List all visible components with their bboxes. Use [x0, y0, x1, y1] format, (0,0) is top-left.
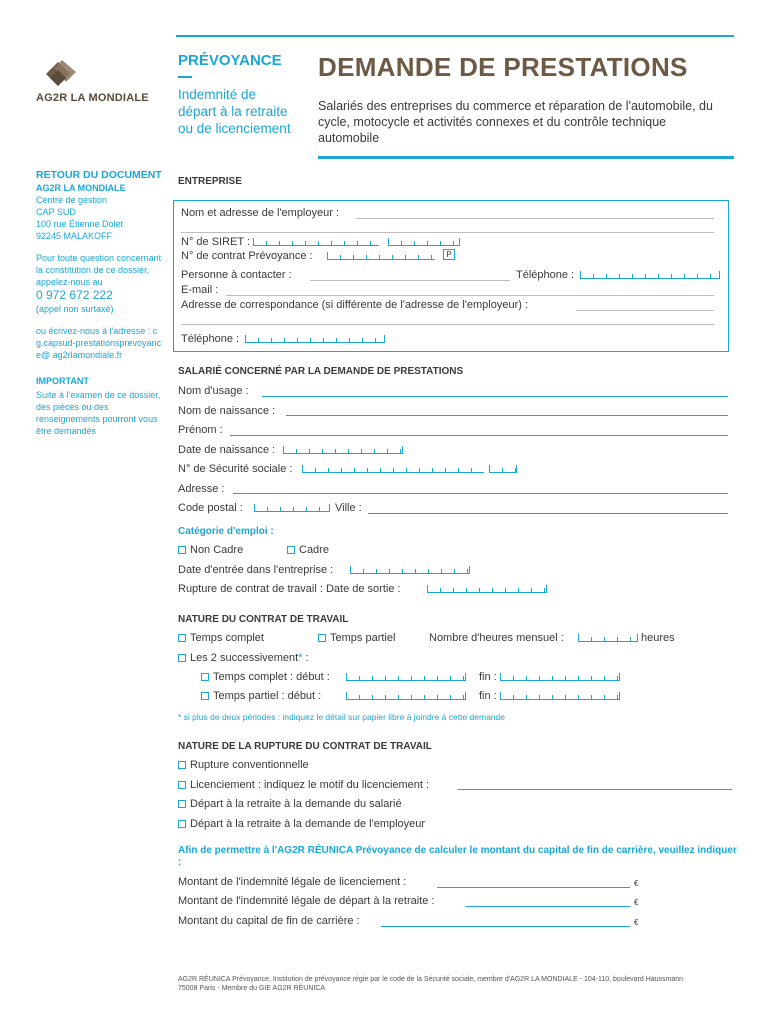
phone2-field[interactable]	[245, 335, 385, 343]
rupture-conv-label: Rupture conventionnelle	[190, 759, 309, 771]
capital-field[interactable]	[381, 926, 630, 927]
contrat-label: N° de contrat Prévoyance :	[181, 250, 313, 262]
employer-field-2[interactable]	[181, 232, 714, 233]
ville-label: Ville :	[335, 502, 362, 514]
contact-field[interactable]	[310, 280, 510, 281]
prenom-label: Prénom :	[178, 424, 223, 436]
important-heading: IMPORTANT	[36, 376, 89, 386]
temps-complet-checkbox[interactable]	[178, 634, 186, 642]
corresp-field[interactable]	[576, 310, 714, 311]
phone-number[interactable]: 0 972 672 222	[36, 288, 113, 302]
date-naissance-label: Date de naissance :	[178, 444, 276, 456]
tp-debut-field[interactable]	[346, 692, 466, 700]
contrat-p-box: P	[443, 249, 455, 260]
tc-fin-label: fin :	[479, 671, 497, 683]
return-addr3: 100 rue Étienne Dolet	[36, 219, 124, 229]
date-entree-label: Date d'entrée dans l'entreprise :	[178, 564, 334, 576]
legale-licenciement-label: Montant de l'indemnité légale de licenciement :	[178, 876, 407, 888]
rupture-label: Rupture de contrat de travail : Date de sortie :	[178, 583, 401, 595]
code-postal-field[interactable]	[254, 504, 330, 512]
return-addr4: 92245 MALAKOFF	[36, 231, 113, 241]
successivement-checkbox[interactable]	[178, 654, 186, 662]
salarie-heading: SALARIÉ CONCERNÉ PAR LA DEMANDE DE PRESTATIONS	[178, 366, 464, 377]
euro-1: €	[634, 879, 639, 888]
tc-debut-field[interactable]	[346, 673, 466, 681]
adresse-field[interactable]	[233, 493, 728, 494]
secu-label: N° de Sécurité sociale :	[178, 463, 293, 475]
nature-contrat-heading: NATURE DU CONTRAT DE TRAVAIL	[178, 614, 349, 625]
successivement-label: Les 2 successivement* :	[190, 652, 309, 664]
heures-mensuel-label: Nombre d'heures mensuel :	[429, 632, 564, 644]
sidebar	[36, 168, 164, 437]
secu-field[interactable]	[302, 465, 484, 473]
licenciement-label: Licenciement : indiquez le motif du licenciement :	[190, 779, 430, 791]
tp-fin-field[interactable]	[500, 692, 620, 700]
tc-fin-field[interactable]	[500, 673, 620, 681]
periodes-note: * si plus de deux périodes : indiquez le détail sur papier libre à joindre à cette demande	[178, 712, 505, 722]
depart-employeur-checkbox[interactable]	[178, 820, 186, 828]
siret-field[interactable]	[253, 238, 379, 246]
return-heading: RETOUR DU DOCUMENT	[36, 169, 162, 181]
category-subtitle: Indemnité de départ à la retraite ou de licenciement	[178, 87, 291, 136]
return-org: AG2R LA MONDIALE	[36, 183, 126, 193]
montants-intro: Afin de permettre à l'AG2R RÉUNICA Prévoyance de calculer le montant du capital de fin de carrière, veuillez indiquer :	[178, 845, 737, 868]
cadre-label: Cadre	[299, 544, 329, 556]
siret-field-2[interactable]	[388, 238, 460, 246]
secu-key-field[interactable]	[489, 465, 517, 473]
licenciement-checkbox[interactable]	[178, 781, 186, 789]
brand-name: AG2R LA MONDIALE	[36, 92, 149, 104]
title-rule	[318, 156, 734, 159]
employer-field[interactable]	[356, 218, 714, 219]
ville-field[interactable]	[368, 513, 728, 514]
email-field[interactable]	[226, 295, 714, 296]
category-dash	[178, 76, 192, 78]
legale-retraite-field[interactable]	[466, 906, 630, 907]
legale-retraite-label: Montant de l'indemnité légale de départ à la retraite :	[178, 895, 435, 907]
prenom-field[interactable]	[230, 435, 728, 436]
tc-periode-checkbox[interactable]	[201, 673, 209, 681]
depart-salarie-label: Départ à la retraite à la demande du salarié	[190, 798, 402, 810]
phone2-label: Téléphone :	[181, 333, 240, 345]
corresp-field-2[interactable]	[181, 324, 714, 325]
entreprise-heading: ENTREPRISE	[178, 176, 242, 187]
code-postal-label: Code postal :	[178, 502, 243, 514]
euro-2: €	[634, 898, 639, 907]
categorie-heading: Catégorie d'emploi :	[178, 526, 274, 537]
nature-rupture-heading: NATURE DE LA RUPTURE DU CONTRAT DE TRAVAIL	[178, 741, 432, 752]
nom-usage-field[interactable]	[262, 396, 728, 397]
temps-partiel-checkbox[interactable]	[318, 634, 326, 642]
heures-unit: heures	[641, 632, 675, 644]
contact-phone-field[interactable]	[580, 271, 720, 279]
contrat-field[interactable]	[327, 252, 435, 260]
adresse-label: Adresse :	[178, 483, 225, 495]
date-entree-field[interactable]	[350, 566, 470, 574]
siret-label: N° de SIRET :	[181, 236, 250, 248]
return-addr1: Centre de gestion	[36, 195, 108, 205]
depart-salarie-checkbox[interactable]	[178, 800, 186, 808]
nom-naissance-label: Nom de naissance :	[178, 405, 276, 417]
legal-footer: AG2R RÉUNICA Prévoyance, Institution de prévoyance régie par le code de la Sécurité sociale, membre d'AG2R LA MONDIALE - 104-110, boulevard Haussmann 75008 Paris - Membre du GIE AG2R RÉUNICA	[178, 976, 684, 992]
contact-label: Personne à contacter :	[181, 269, 292, 281]
nom-naissance-field[interactable]	[286, 415, 728, 416]
tc-debut-label: Temps complet : début :	[213, 671, 330, 683]
page-title: DEMANDE DE PRESTATIONS	[318, 52, 688, 82]
cadre-checkbox[interactable]	[287, 546, 295, 554]
licenciement-motif-field[interactable]	[458, 789, 732, 790]
category-title: PRÉVOYANCE	[178, 52, 282, 69]
contact-phone-label: Téléphone :	[516, 269, 575, 281]
depart-employeur-label: Départ à la retraite à la demande de l'employeur	[190, 818, 426, 830]
temps-partiel-label: Temps partiel	[330, 632, 396, 644]
return-addr2: CAP SUD	[36, 207, 76, 217]
employer-label: Nom et adresse de l'employeur :	[181, 207, 340, 219]
non-cadre-label: Non Cadre	[190, 544, 244, 556]
question-text: Pour toute question concernant la constitution de ce dossier, appelez-nous au	[36, 253, 162, 287]
email-contact[interactable]: ou écrivez-nous à l'adresse : cg.capsud-prestationsprevoyance@ ag2rlamondiale.fr	[36, 326, 162, 360]
corresp-label: Adresse de correspondance (si différente de l'adresse de l'employeur) :	[181, 299, 529, 311]
ag2r-logo-icon	[36, 56, 84, 94]
rupture-conv-checkbox[interactable]	[178, 761, 186, 769]
top-rule	[176, 35, 734, 37]
heures-mensuel-field[interactable]	[578, 634, 638, 642]
important-text: Suite à l'examen de ce dossier, des pièces ou des renseignements pourront vous être demandés	[36, 390, 161, 436]
email-label: E-mail :	[181, 284, 219, 296]
date-sortie-field[interactable]	[427, 585, 547, 593]
tp-debut-label: Temps partiel : début :	[213, 690, 322, 702]
tp-fin-label: fin :	[479, 690, 497, 702]
euro-3: €	[634, 918, 639, 927]
non-cadre-checkbox[interactable]	[178, 546, 186, 554]
date-naissance-field[interactable]	[283, 446, 403, 454]
tp-periode-checkbox[interactable]	[201, 692, 209, 700]
temps-complet-label: Temps complet	[190, 632, 264, 644]
nom-usage-label: Nom d'usage :	[178, 385, 249, 397]
page-subtitle: Salariés des entreprises du commerce et réparation de l'automobile, du cycle, motocycle et activités connexes et du contrôle technique automobile	[318, 99, 713, 145]
phone-note: (appel non surtaxé)	[36, 304, 114, 314]
legale-licenciement-field[interactable]	[437, 887, 630, 888]
capital-label: Montant du capital de fin de carrière :	[178, 915, 360, 927]
